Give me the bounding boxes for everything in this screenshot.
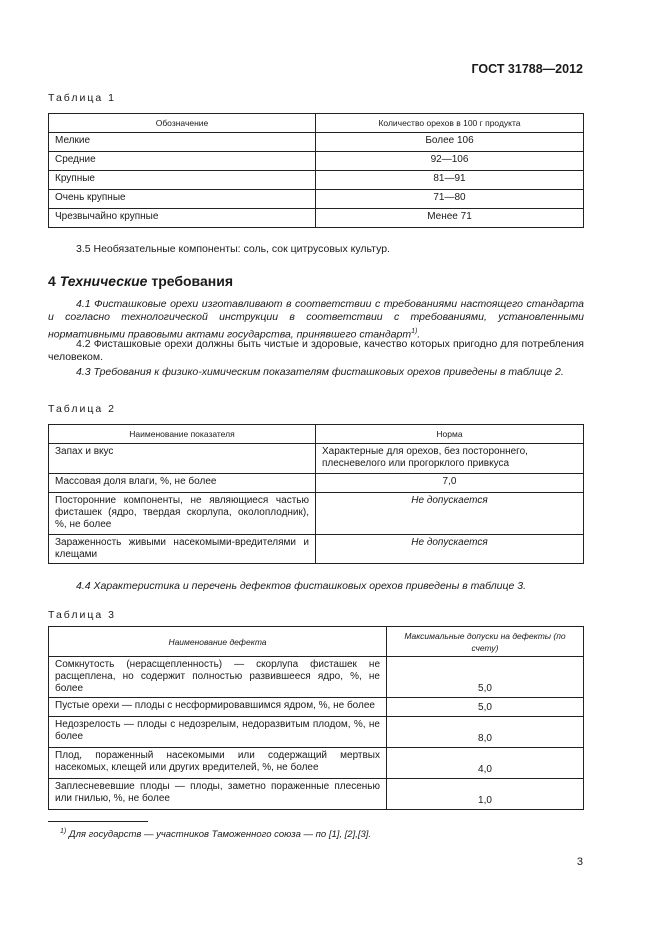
table3-header: Наименование дефекта: [49, 627, 387, 657]
table-cell: 7,0: [316, 474, 584, 493]
table-row: [49, 474, 584, 493]
table-cell: 8,0: [387, 717, 584, 748]
table-cell: 1,0: [387, 779, 584, 810]
table-cell: Пустые орехи — плоды с несформировавшимся ядром, %, не более: [49, 698, 387, 717]
table-row: [49, 171, 584, 190]
section-title-italic: Технические: [59, 273, 148, 289]
table-cell: Средние: [49, 152, 316, 171]
table-row: [49, 152, 584, 171]
section-number: 4: [48, 273, 56, 289]
table1: [48, 113, 584, 228]
table-cell: Крупные: [49, 171, 316, 190]
table-cell: Массовая доля влаги, %, не более: [49, 474, 316, 493]
table-cell: 71—80: [316, 190, 584, 209]
table-cell: 92—106: [316, 152, 584, 171]
section-heading: [48, 273, 233, 289]
footnote-text: Для государств — участников Таможенного союза — по [1], [2],[3].: [68, 829, 372, 841]
table-row: [49, 657, 584, 698]
table-row: [49, 133, 584, 152]
table3-caption: Таблица 3: [48, 609, 116, 621]
table2-header: Норма: [316, 425, 584, 444]
table-cell: Посторонние компоненты, не являющиеся частью фисташек (ядро, твердая скорлупа, околоплодник), %, не более: [49, 493, 316, 535]
table-cell: Характерные для орехов, без постороннего, плесневелого или прогорклого привкуса: [316, 444, 584, 474]
table-cell: Заплесневевшие плоды — плоды, заметно пораженные плесенью или гнилью, %, не более: [49, 779, 387, 810]
paragraph-4-3: 4.3 Требования к физико-химическим показателям фисташковых орехов приведены в таблице 2.: [76, 366, 564, 378]
table3-header: Максимальные допуски на дефекты (по счету): [387, 627, 584, 657]
table-row: [49, 535, 584, 564]
table-cell: 81—91: [316, 171, 584, 190]
page-number: 3: [576, 856, 583, 868]
table-cell: Сомкнутость (нерасщепленность) — скорлупа фисташек не расщеплена, но содержит полностью развившееся ядро, %, не более: [49, 657, 387, 698]
table1-header: Обозначение: [49, 114, 316, 133]
table1-caption: Таблица 1: [48, 92, 116, 104]
table-cell: Зараженность живыми насекомыми-вредителями и клещами: [49, 535, 316, 564]
table-cell: Плод, пораженный насекомыми или содержащий мертвых насекомых, клещей или других вредителей, %, не более: [49, 748, 387, 779]
table1-header: Количество орехов в 100 г продукта: [316, 114, 584, 133]
table-cell: Менее 71: [316, 209, 584, 228]
table-row: [49, 444, 584, 474]
table-row: [49, 717, 584, 748]
table-cell: Чрезвычайно крупные: [49, 209, 316, 228]
table-row: [49, 748, 584, 779]
table-row: [49, 779, 584, 810]
section-title-rest: требования: [151, 273, 233, 289]
footnote-mark: 1): [60, 828, 67, 835]
footnote-ref: 1): [411, 327, 418, 335]
table-cell: Более 106: [316, 133, 584, 152]
table-cell: 5,0: [387, 698, 584, 717]
table-cell: 4,0: [387, 748, 584, 779]
footnote-divider: [48, 821, 148, 822]
paragraph-4-1: 4.1 Фисташковые орехи изготавливают в соответствии с требованиями настоящего стандарта и согласно технологической инструкции в соответствии с требованиями, установленными нормативными правовыми актами государства, принявшего стандарт$^{1)}$.: [48, 298, 584, 341]
table-row: [49, 209, 584, 228]
paragraph-4-2: 4.2 Фисташковые орехи должны быть чистые и здоровые, качество которых пригодно для потребления человеком.: [48, 338, 584, 364]
table2: [48, 424, 584, 564]
table-row: [49, 698, 584, 717]
table-cell: Запах и вкус: [49, 444, 316, 474]
table2-header: Наименование показателя: [49, 425, 316, 444]
document-code: ГОСТ 31788—2012: [471, 62, 583, 76]
table-cell: Недозрелость — плоды с недозрелым, недоразвитым плодом, %, не более: [49, 717, 387, 748]
table-row: [49, 190, 584, 209]
paragraph-text: 4.1 Фисташковые орехи изготавливают в соответствии с требованиями настоящего стандарта и согласно технологической инструкции в соответствии с требованиями, установленными нормативными правовыми актами государства, принявшего стандарт: [48, 298, 584, 341]
table-cell: Мелкие: [49, 133, 316, 152]
paragraph-4-4: 4.4 Характеристика и перечень дефектов фисташковых орехов приведены в таблице 3.: [76, 580, 527, 592]
table-cell: Не допускается: [316, 493, 584, 535]
table-cell: Не допускается: [316, 535, 584, 564]
table-cell: Очень крупные: [49, 190, 316, 209]
table-row: [49, 493, 584, 535]
table3: [48, 626, 584, 810]
table2-caption: Таблица 2: [48, 403, 116, 415]
footnote: [60, 828, 371, 840]
table-cell: 5,0: [387, 657, 584, 698]
paragraph-3-5: 3.5 Необязательные компоненты: соль, сок цитрусовых культур.: [76, 243, 390, 255]
